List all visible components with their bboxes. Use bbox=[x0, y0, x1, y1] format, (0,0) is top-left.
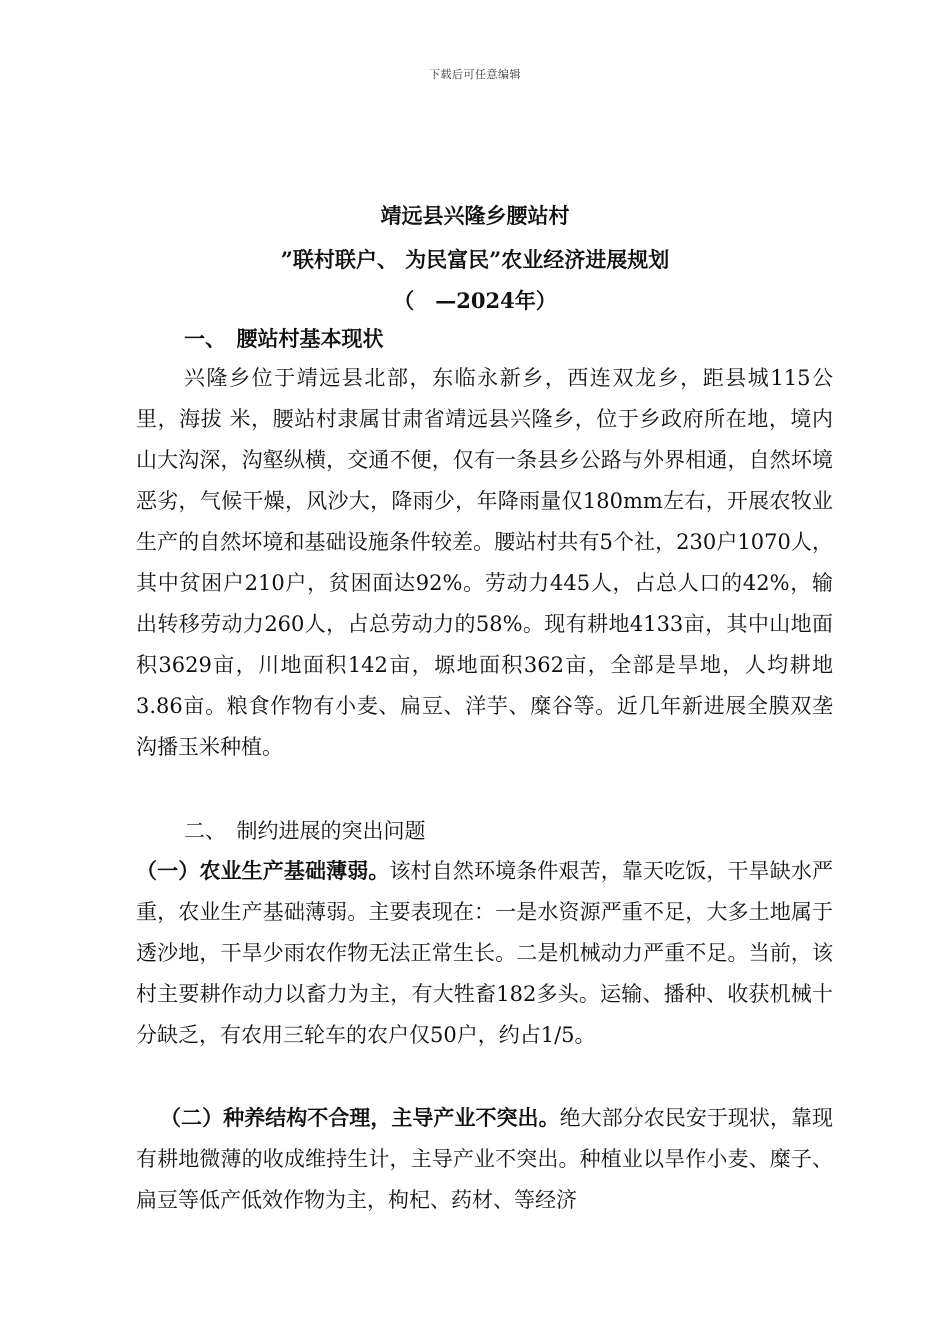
paragraph-lead: （一）农业生产基础薄弱。 bbox=[136, 858, 390, 883]
paragraph-body: 该村自然环境条件艰苦，靠天吃饭，干旱缺水严重，农业生产基础薄弱。主要表现在：一是水资源严重不足，大多土地属于透沙地，干旱少雨农作物无法正常生长。二是机械动力严重不足。当前，该村主要耕作动力以畜力为主，有大牲畜182多头。运输、播种、收获机械十分缺乏，有农用三轮车的农户仅50户，约占1/5。 bbox=[136, 859, 833, 1047]
paragraph-lead: （二）种养结构不合理，主导产业不突出。 bbox=[160, 1105, 560, 1130]
header-note: 下载后可任意编辑 bbox=[429, 68, 521, 81]
paragraph-constraint-2 bbox=[136, 1097, 833, 1221]
document-subtitle: ”联村联户、 为民富民”农业经济进展规划 bbox=[280, 247, 670, 272]
paragraph-body: 绝大部分农民安于现状，靠现有耕地微薄的收成维持生计，主导产业不突出。种植业以旱作小麦、糜子、扁豆等低产低效作物为主，枸杞、药材、等经济 bbox=[136, 1106, 834, 1212]
document-title: 靖远县兴隆乡腰站村 bbox=[380, 203, 570, 228]
paragraph-constraint-1 bbox=[136, 850, 833, 1056]
paragraph-basic-status: 兴隆乡位于靖远县北部，东临永新乡，西连双龙乡，距县城115公里，海拔 米，腰站村隶属甘肃省靖远县兴隆乡，位于乡政府所在地，境内山大沟深，沟壑纵横，交通不便，仅有一条县乡公路与外界相通，自然坏境恶劣，气候干燥，风沙大，降雨少，年降雨量仅180mm左右，开展农牧业生产的自然坏境和基础设施条件较差。腰站村共有5个社，230户1070人，其中贫困户210户，贫困面达92%。劳动力445人，占总人口的42%，输出转移劳动力260人，占总劳动力的58%。现有耕地4133亩，其中山地面积3629亩，川地面积142亩，塬地面积362亩，全部是旱地，人均耕地3.86亩。粮食作物有小麦、扁豆、洋芋、糜谷等。近几年新进展全膜双垄沟播玉米种植。 bbox=[136, 366, 833, 759]
section-heading-constraints: 二、 制约进展的突出问题 bbox=[184, 819, 426, 843]
document-period: （ —2024年） bbox=[393, 288, 557, 313]
section-heading-basic-status: 一、 腰站村基本现状 bbox=[184, 326, 384, 351]
